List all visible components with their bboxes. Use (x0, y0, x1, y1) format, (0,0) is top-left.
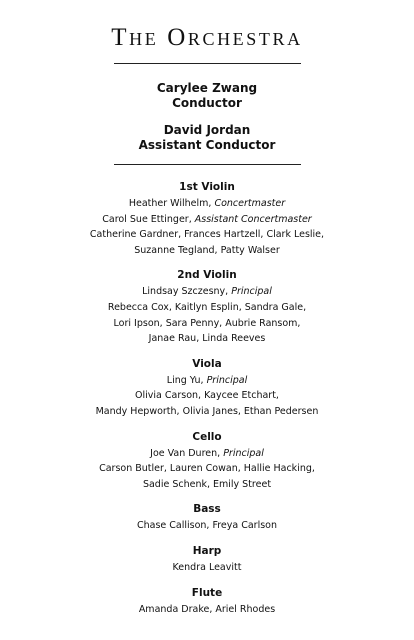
section-bass (0, 502, 414, 534)
member-line (0, 404, 414, 420)
section-flute (0, 586, 414, 618)
member-names: Catherine Gardner, Frances Hartzell, Clark Leslie, (89, 229, 325, 241)
member-names: Suzanne Tegland, Patty Walser (134, 244, 280, 256)
member-line (0, 461, 414, 477)
bottom-divider (114, 164, 301, 165)
section-title: 2nd Violin (177, 269, 237, 282)
member-line (0, 477, 414, 493)
section-title: 1st Violin (179, 181, 235, 193)
member-line (0, 300, 414, 316)
member-line (0, 196, 414, 212)
page-title: The Orchestra (111, 24, 303, 51)
section-title: Cello (192, 430, 222, 443)
member-names: Lori Ipson, Sara Penny, Aubrie Ransom, (113, 317, 301, 329)
section-1st-violin (0, 180, 414, 258)
member-line (0, 373, 414, 389)
section-2nd-violin (0, 268, 414, 346)
member-line (0, 227, 414, 243)
member-line (0, 602, 414, 618)
section-title: Flute (191, 586, 223, 599)
top-divider (114, 63, 301, 64)
member-line (0, 212, 414, 228)
member-line (0, 446, 414, 462)
member-title: Principal (206, 374, 248, 386)
member-names: Sadie Schenk, Emily Street (142, 478, 272, 490)
member-line (0, 331, 414, 347)
assistant-conductor-name: David Jordan (163, 123, 251, 137)
assistant-conductor-role: Assistant Conductor (138, 138, 276, 152)
member-names: Lindsay Szczesny, (142, 286, 232, 298)
member-names: Kendra Leavitt (172, 561, 242, 573)
member-names: Olivia Carson, Kaycee Etchart, (135, 390, 279, 402)
member-line (0, 388, 414, 404)
member-names: Rebecca Cox, Kaitlyn Esplin, Sandra Gale, (107, 301, 307, 313)
section-title: Viola (192, 357, 222, 370)
member-names: Carol Sue Ettinger, (102, 213, 195, 225)
member-title: Assistant Concertmaster (194, 213, 312, 225)
member-title: Principal (223, 447, 264, 459)
member-names: Ling Yu, (166, 374, 207, 386)
section-cello (0, 430, 414, 493)
section-harp (0, 544, 414, 576)
member-line (0, 243, 414, 259)
member-names: Mandy Hepworth, Olivia Janes, Ethan Pedersen (95, 405, 319, 417)
member-line (0, 560, 414, 576)
member-line (0, 284, 414, 300)
member-names: Carson Butler, Lauren Cowan, Hallie Hacking, (99, 463, 315, 475)
member-title: Principal (231, 286, 272, 298)
member-names: Heather Wilhelm, (128, 198, 215, 209)
member-names: Amanda Drake, Ariel Rhodes (138, 603, 276, 615)
member-names: Janae Rau, Linda Reeves (148, 333, 266, 345)
member-line (0, 316, 414, 332)
section-viola (0, 357, 414, 420)
member-names: Joe Van Duren, (150, 447, 224, 459)
conductor-name: Carylee Zwang (156, 81, 258, 95)
section-title: Bass (193, 503, 221, 516)
conductor-role: Conductor (172, 96, 242, 110)
orchestra-roster (0, 180, 414, 627)
member-line (0, 518, 414, 534)
member-title: Concertmaster (214, 198, 286, 209)
section-title: Harp (192, 544, 222, 557)
member-names: Chase Callison, Freya Carlson (136, 520, 278, 532)
